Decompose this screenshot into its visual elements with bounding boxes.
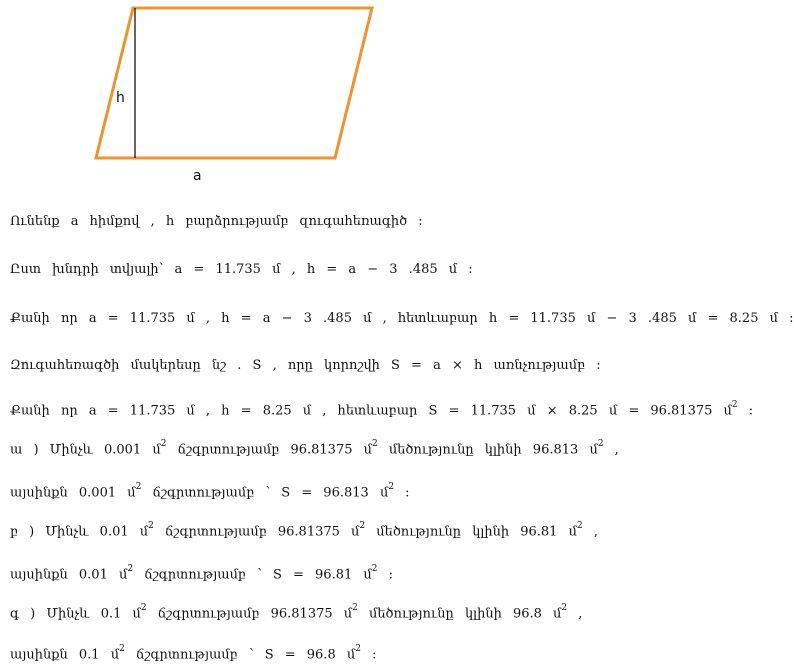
square-exponent: 2	[355, 644, 361, 654]
parallelogram-figure	[0, 0, 675, 200]
square-exponent: 2	[359, 521, 366, 531]
text-line-8: բ ) Մինչև 0.01 մ$^2$ ճշգրտությամբ 96.81375 մ$^2$ մեծությունը կլինի 96.81 մ$^2$ ,	[10, 521, 598, 540]
base-label: a	[193, 168, 202, 184]
text-line-10: գ ) Մինչև 0.1 մ$^2$ ճշգրտությամբ 96.81375 մ$^2$ մեծությունը կլինի 96.8 մ$^2$ ,	[10, 603, 583, 622]
text-line-1: Ունենք a հիմքով , h բարձրությամբ զուգահեռագիծ :	[10, 214, 423, 229]
text-line-4: Զուգահեռագծի մակերեսը նշ . S , որը կորոշվի S = a × h առնչությամբ :	[10, 358, 601, 373]
square-exponent: 2	[388, 482, 395, 492]
square-exponent: 2	[371, 564, 378, 574]
square-exponent: 2	[119, 644, 125, 654]
square-exponent: 2	[148, 521, 154, 531]
text-line-5: Քանի որ a = 11.735 մ , h = 8.25 մ , հետևաբար S = 11.735 մ × 8.25 մ = 96.81375 մ$^2$ :	[10, 400, 754, 419]
text-line-3: Քանի որ a = 11.735 մ , h = a − 3 .485 մ , հետևաբար h = 11.735 մ − 3 .485 մ = 8.25 մ :	[10, 311, 794, 326]
square-exponent: 2	[135, 482, 142, 492]
square-exponent: 2	[597, 439, 604, 449]
square-exponent: 2	[140, 603, 147, 613]
height-label: h	[116, 90, 125, 106]
square-exponent: 2	[127, 564, 134, 574]
square-exponent: 2	[352, 603, 358, 613]
square-exponent: 2	[576, 521, 583, 531]
square-exponent: 2	[561, 603, 568, 613]
text-line-11: այսինքն 0.1 մ$^2$ ճշգրտությամբ ՝ S = 96.8 մ$^2$ :	[10, 644, 377, 663]
square-exponent: 2	[372, 439, 378, 449]
square-exponent: 2	[731, 400, 738, 410]
text-line-7: այսինքն 0.001 մ$^2$ ճշգրտությամբ ՝ S = 96.813 մ$^2$ :	[10, 482, 410, 501]
text-line-9: այսինքն 0.01 մ$^2$ ճշգրտությամբ ՝ S = 96.81 մ$^2$ :	[10, 564, 394, 583]
text-line-6: ա ) Մինչև 0.001 մ$^2$ ճշգրտությամբ 96.81375 մ$^2$ մեծությունը կլինի 96.813 մ$^2$ ,	[10, 439, 619, 458]
text-line-2: Ըստ խնդրի տվյալի՝ a = 11.735 մ , h = a − 3 .485 մ :	[10, 262, 473, 277]
parallelogram-shape	[96, 8, 372, 158]
square-exponent: 2	[160, 439, 167, 449]
parallelogram-svg	[0, 0, 675, 200]
